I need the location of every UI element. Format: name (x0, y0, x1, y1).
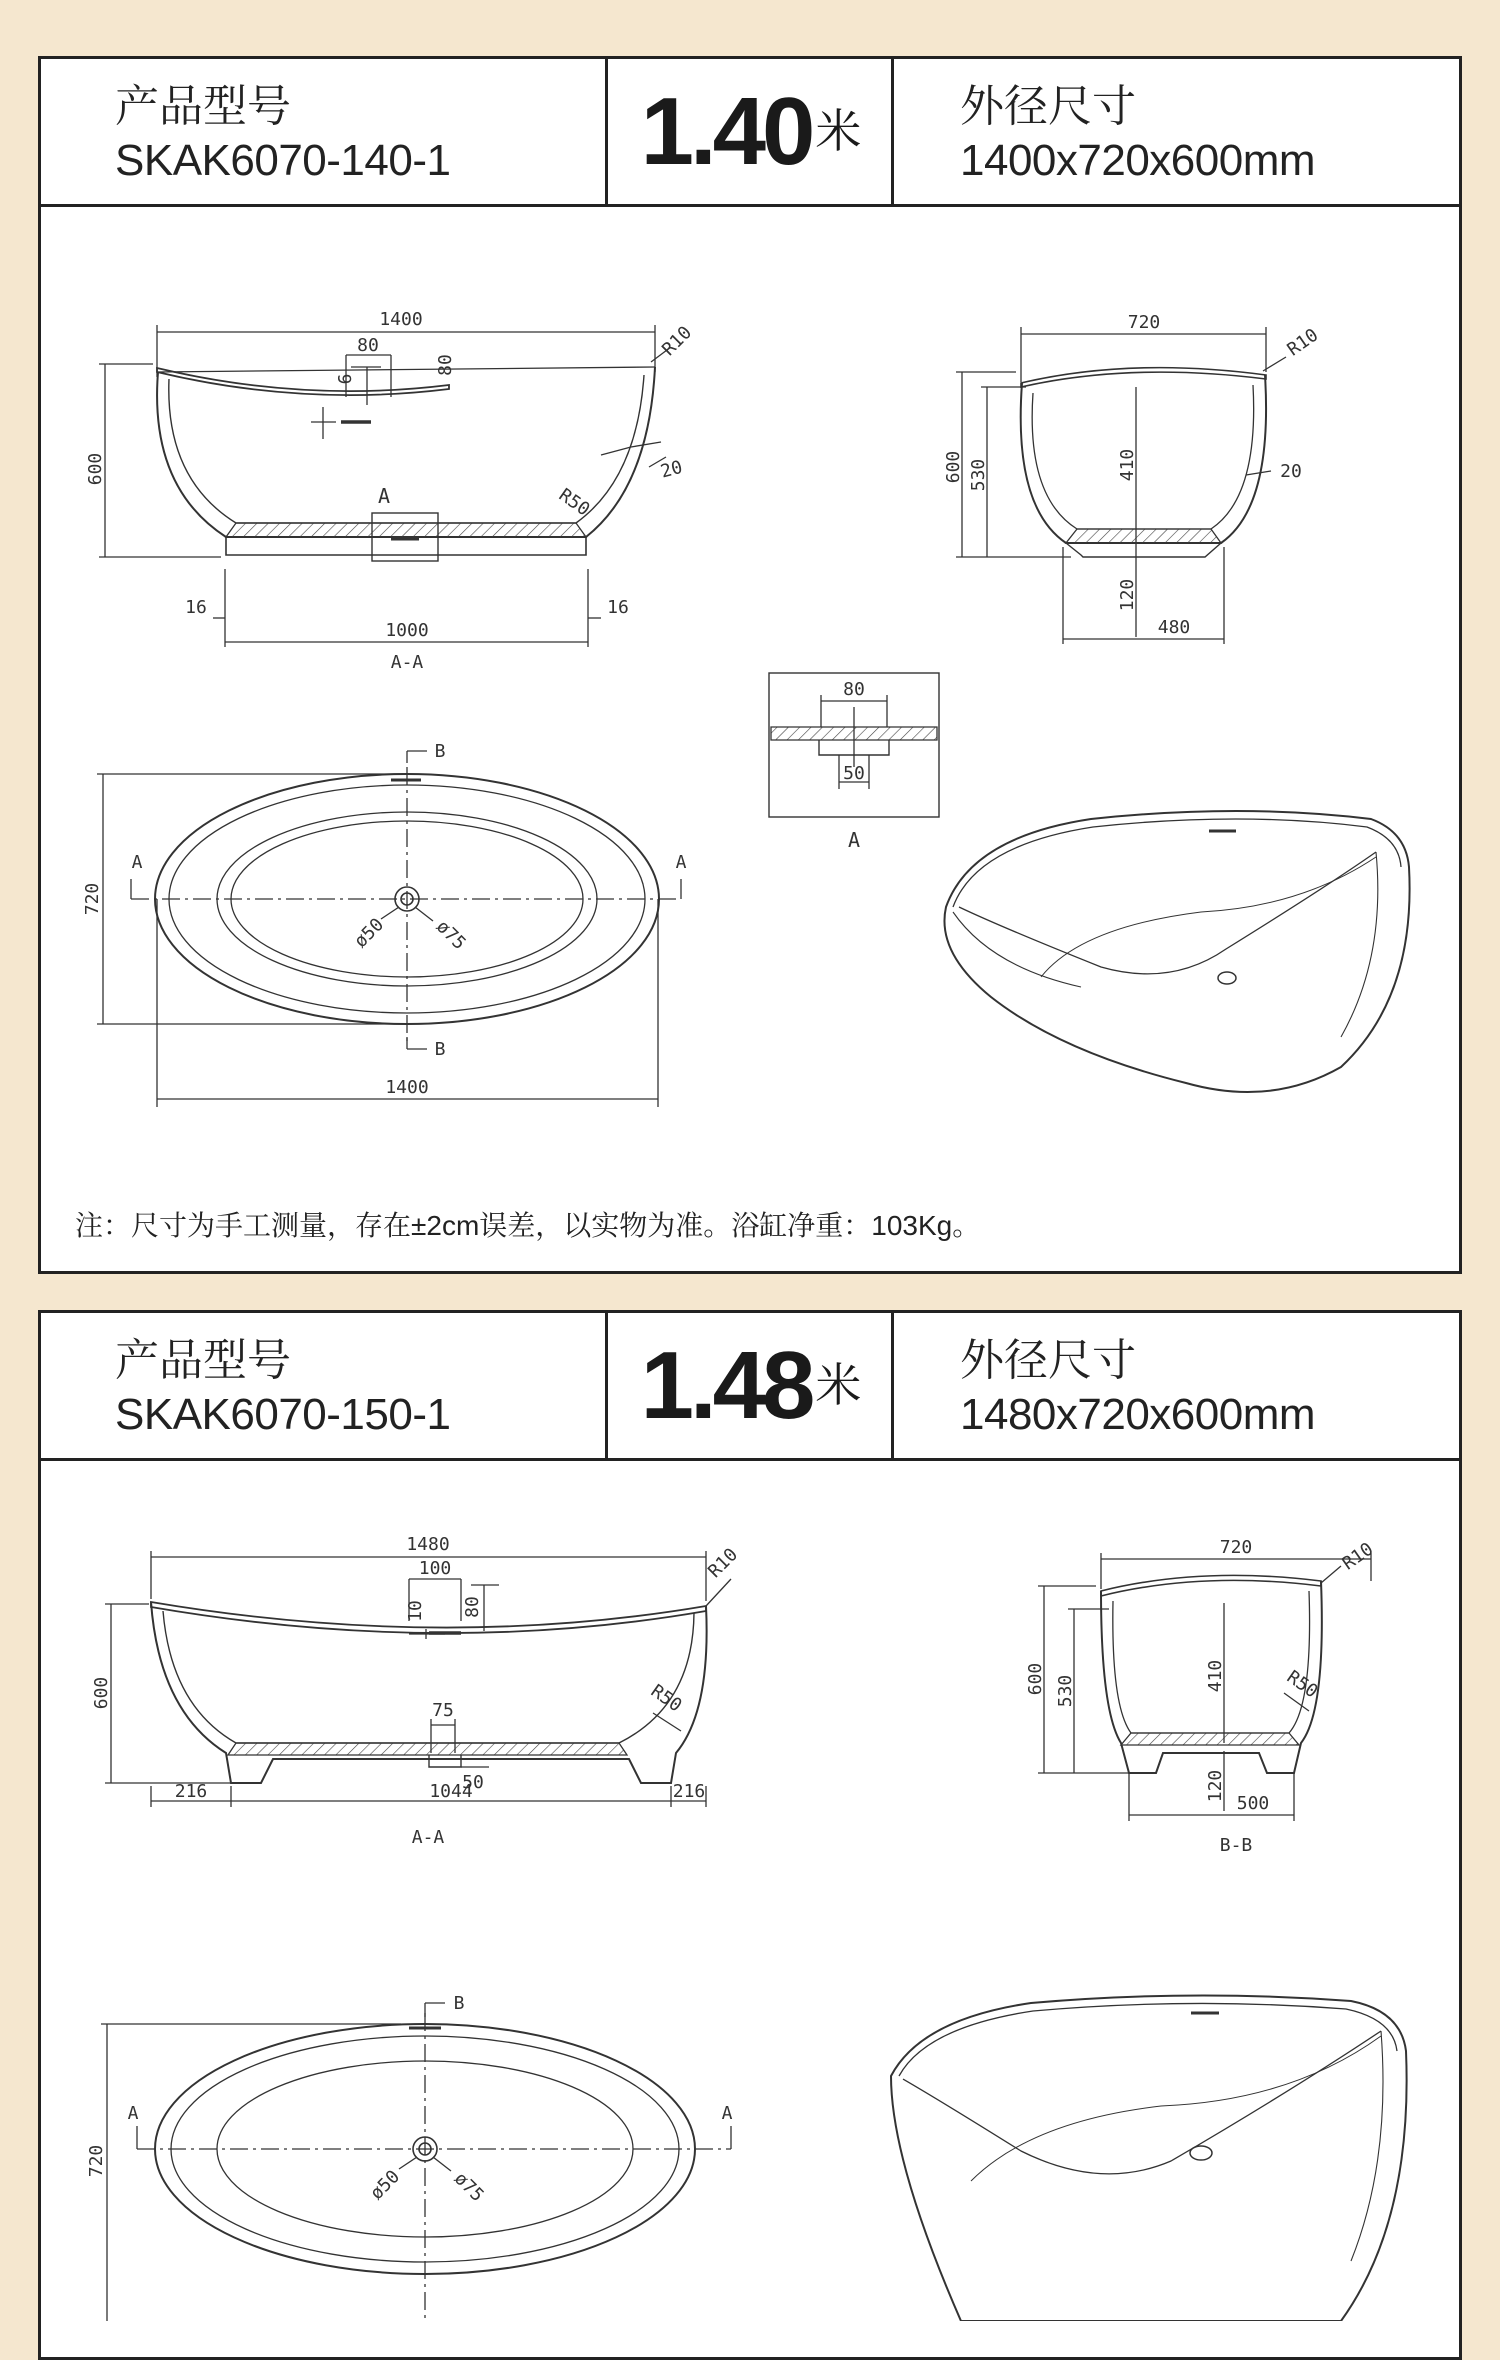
dim-height: 600 (91, 1676, 112, 1710)
dim-foot-left: 216 (174, 1781, 208, 1802)
dim-d75: ø75 (449, 2168, 488, 2207)
measurement-note: 注：尺寸为手工测量，存在±2cm误差，以实物为准。浴缸净重：103Kg。 (75, 1210, 981, 1241)
size-cell (608, 1313, 894, 1458)
end-dim-r10: R10 (1338, 1538, 1378, 1575)
section-mark-a-right: A (721, 2103, 733, 2124)
dim-wall: 20 (658, 456, 685, 483)
model-cell (41, 1313, 608, 1458)
model-label: 产品型号 (115, 1336, 291, 1385)
dimension-cell (894, 1313, 1462, 1458)
dimension-value: 1480x720x600mm (960, 1390, 1316, 1439)
dimension-label: 外径尺寸 (960, 82, 1136, 131)
size-unit: 米 (815, 1359, 862, 1411)
dim-drain-outlet: 50 (462, 1772, 484, 1793)
section-mark-b-top: B (453, 1993, 465, 2014)
end-dim-height: 600 (1025, 1662, 1046, 1696)
dim-base: 1000 (385, 620, 429, 641)
size-unit: 米 (815, 105, 862, 157)
spec-header (41, 59, 1459, 207)
end-dim-wall: 20 (1280, 461, 1302, 482)
dimension-labels (86, 1534, 1377, 2206)
dimension-cell (894, 59, 1462, 204)
end-dim-width: 720 (1219, 1537, 1253, 1558)
perspective-view (891, 1995, 1407, 2321)
dimension-label: 外径尺寸 (960, 1336, 1136, 1385)
section-mark-a-right: A (675, 852, 687, 873)
section-label-aa: A-A (390, 652, 424, 673)
dim-overflow-height: 80 (462, 1596, 483, 1618)
detail-label: A (847, 828, 861, 852)
dim-overflow-width: 80 (357, 335, 379, 356)
size-number: 1.40 (640, 78, 812, 185)
dim-r50: R50 (554, 484, 594, 521)
model-number: SKAK6070-140-1 (115, 136, 451, 185)
dim-foot-left: 16 (185, 597, 207, 618)
product-card-148 (38, 1310, 1462, 2360)
technical-drawing-148 (41, 1461, 1459, 2321)
perspective-view (944, 811, 1409, 1092)
dim-base: 1044 (429, 1781, 473, 1802)
spec-header (41, 1313, 1459, 1461)
end-dim-foot: 120 (1205, 1769, 1226, 1803)
side-section-view (105, 1551, 731, 1807)
model-cell (41, 59, 608, 204)
dimension-value: 1400x720x600mm (960, 136, 1316, 185)
dim-length: 1400 (379, 309, 423, 330)
detail-callout-a: A (377, 484, 391, 508)
model-label: 产品型号 (115, 82, 291, 131)
dim-overflow-offset: 6 (335, 373, 356, 385)
end-dim-inner: 530 (968, 458, 989, 492)
dim-overflow-offset: 10 (405, 1600, 426, 1622)
section-label-aa: A-A (411, 1827, 445, 1848)
section-label-bb: B-B (1219, 1835, 1253, 1856)
section-mark-a-left: A (127, 2103, 139, 2124)
top-plan-view (97, 751, 681, 1107)
end-dim-depth: 410 (1117, 448, 1138, 482)
end-dim-foot: 120 (1117, 578, 1138, 612)
dim-r10: R10 (658, 322, 697, 361)
top-dim-length: 1400 (385, 1077, 429, 1098)
dim-r10: R10 (704, 1544, 743, 1583)
dim-height: 600 (85, 452, 106, 486)
top-dim-width: 720 (82, 882, 103, 916)
end-dim-base: 480 (1157, 617, 1191, 638)
technical-drawing-140 (41, 207, 1459, 1197)
detail-dim-drain: 50 (843, 763, 865, 784)
dim-overflow-width: 100 (418, 1558, 452, 1579)
detail-dim-width: 80 (843, 679, 865, 700)
end-dim-r10: R10 (1283, 324, 1323, 361)
size-number: 1.48 (640, 1332, 812, 1439)
section-mark-a-left: A (131, 852, 143, 873)
section-mark-b-top: B (434, 741, 446, 762)
size-cell (608, 59, 894, 204)
end-dim-height: 600 (943, 450, 964, 484)
dim-drain-width: 75 (432, 1700, 454, 1721)
dim-overflow-height: 80 (435, 354, 456, 376)
dim-r50: R50 (646, 1680, 686, 1717)
top-dim-width: 720 (86, 2144, 107, 2178)
dim-foot-right: 216 (672, 1781, 706, 1802)
dim-foot-right: 16 (607, 597, 629, 618)
end-dim-r50: R50 (1282, 1666, 1322, 1703)
section-mark-b-bottom: B (434, 1039, 446, 1060)
dim-d75: ø75 (431, 916, 470, 955)
end-dim-base: 500 (1236, 1793, 1270, 1814)
dim-d50: ø50 (366, 2166, 405, 2205)
top-plan-view (101, 2003, 731, 2321)
end-dim-inner: 530 (1055, 1674, 1076, 1708)
model-number: SKAK6070-150-1 (115, 1390, 451, 1439)
dim-d50: ø50 (350, 914, 389, 953)
product-card-140 (38, 56, 1462, 1274)
dim-length: 1480 (406, 1534, 450, 1555)
end-dim-depth: 410 (1205, 1659, 1226, 1693)
end-dim-width: 720 (1127, 312, 1161, 333)
